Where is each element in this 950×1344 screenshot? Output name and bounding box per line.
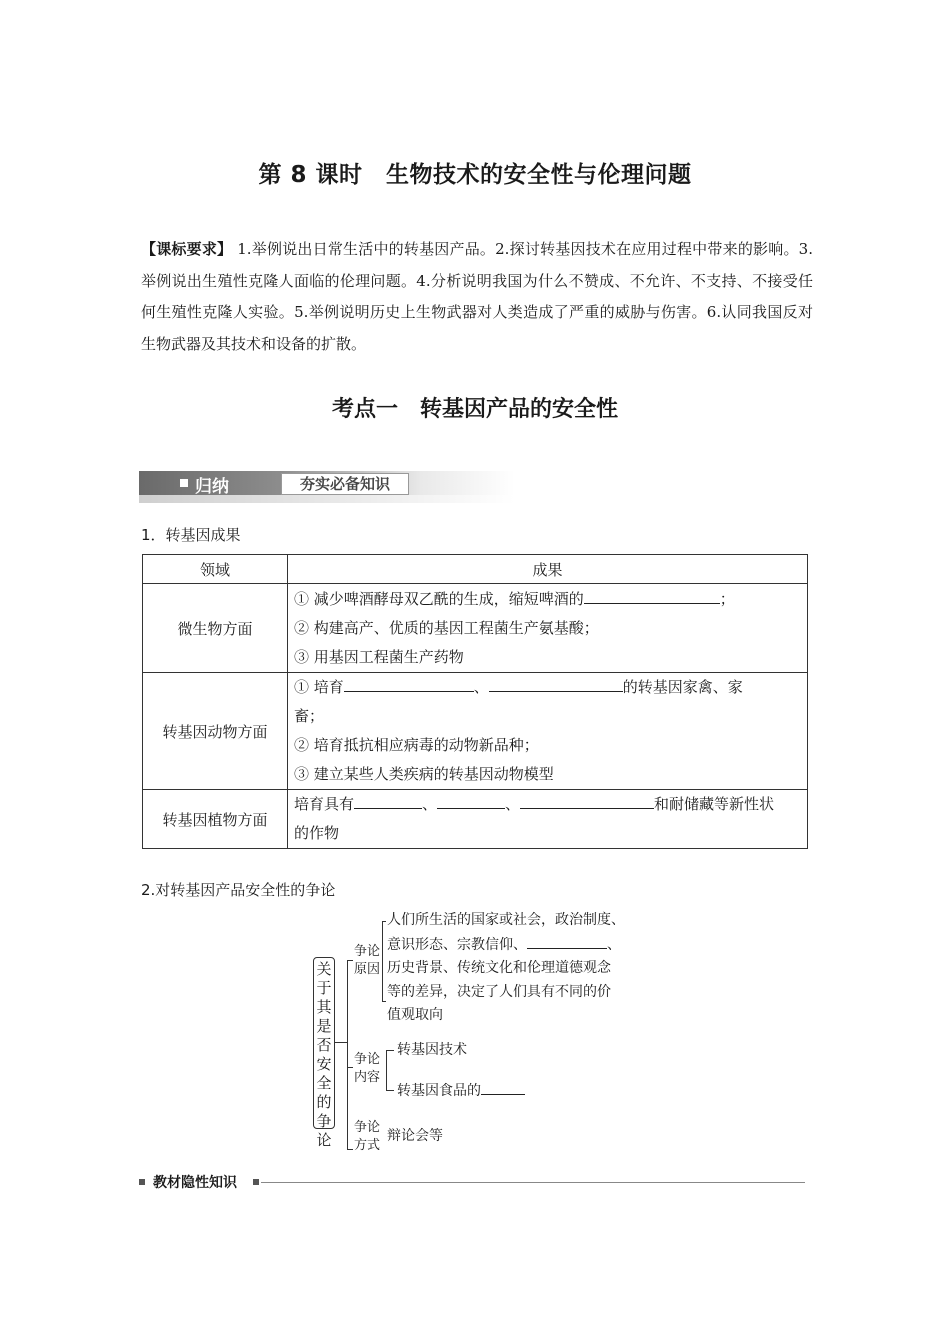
root-char: 其 xyxy=(316,998,332,1016)
footer-divider xyxy=(139,1172,805,1194)
fill-blank[interactable] xyxy=(437,793,505,809)
footer-square-icon xyxy=(139,1179,145,1185)
header-field: 领域 xyxy=(143,555,288,584)
line-text: 、 xyxy=(505,795,521,813)
content-line: 的作物 xyxy=(294,824,340,842)
row-content xyxy=(288,790,808,849)
reason-fragment: 、 xyxy=(607,936,621,953)
line-text: 培育具有 xyxy=(294,795,355,813)
line-text: 、 xyxy=(422,795,438,813)
content-line: 畜； xyxy=(294,707,325,725)
section-title: 考点一 转基因产品的安全性 xyxy=(331,397,618,422)
fill-blank[interactable] xyxy=(520,793,654,809)
reason-line: 历史背景、传统文化和伦理道德观念 xyxy=(387,960,611,976)
row-content xyxy=(288,584,808,673)
subsection-title-1: 1．转基因成果 xyxy=(141,526,241,544)
fill-blank[interactable] xyxy=(527,933,607,949)
line-text: 和耐储藏等新性状 xyxy=(654,795,775,813)
table-row xyxy=(143,584,808,673)
content-line: ③ 建立某些人类疾病的转基因动物模型 xyxy=(294,765,554,783)
reason-text xyxy=(387,909,657,1028)
root-char: 否 xyxy=(316,1036,332,1054)
reason-line: 等的差异，决定了人们具有不同的价 xyxy=(387,983,611,1000)
label-line: 争论 xyxy=(353,1052,380,1067)
root-char: 安 xyxy=(316,1055,332,1073)
bracket-reason-top xyxy=(382,921,386,922)
root-char: 争 xyxy=(316,1112,332,1130)
achievements-table xyxy=(142,554,808,849)
content-line xyxy=(294,790,801,819)
banner-subtitle: 夯实必备知识 xyxy=(281,473,409,495)
branch-label-method xyxy=(350,1119,384,1155)
controversy-diagram xyxy=(300,905,660,1155)
fill-blank[interactable] xyxy=(481,1079,525,1095)
subsection-title-2: 2.对转基因产品安全性的争论 xyxy=(141,881,336,899)
line-text: ① 培育 xyxy=(294,678,344,696)
fill-blank[interactable] xyxy=(489,676,623,692)
row-field: 微生物方面 xyxy=(143,584,288,673)
label-line: 内容 xyxy=(353,1070,380,1085)
root-char: 于 xyxy=(316,979,332,997)
page-title: 第 8 课时 生物技术的安全性与伦理问题 xyxy=(258,162,692,188)
root-char: 的 xyxy=(316,1093,332,1111)
content-line xyxy=(294,673,801,702)
banner-square-icon xyxy=(180,479,188,487)
footer-rule xyxy=(261,1182,805,1183)
reason-line: 值观取向 xyxy=(387,1007,443,1023)
content-line: ② 构建高产、优质的基因工程菌生产氨基酸； xyxy=(294,618,599,637)
content-line xyxy=(294,585,801,614)
reason-fragment: 意识形态、宗教信仰、 xyxy=(387,936,527,953)
connector-root xyxy=(335,1042,347,1043)
line-text: 、 xyxy=(473,678,489,696)
root-char: 全 xyxy=(316,1074,332,1092)
reason-line: 人们所生活的国家或社会，政治制度、 xyxy=(387,912,625,928)
table-row xyxy=(143,673,808,790)
bracket-content-top xyxy=(386,1050,394,1051)
content-item-1: 转基因技术 xyxy=(397,1042,467,1058)
row-field: 转基因动物方面 xyxy=(143,673,288,790)
requirements-text: 1.举例说出日常生活中的转基因产品。2.探讨转基因技术在应用过程中带来的影响。3.举例说出生殖性克隆人面临的伦理问题。4.分析说明我国为什么不赞成、不允许、不支持、不接受任何生殖性克隆人实验。5.举例说明历史上生物武器对人类造成了严重的威胁与伤害。6.认同我国反对生物武器及其技术和设备的扩散。 xyxy=(141,240,813,353)
content-fragment: 转基因食品的 xyxy=(397,1083,481,1099)
line-text: ① 减少啤酒酵母双乙酰的生成，缩短啤酒的 xyxy=(294,589,584,608)
label-line: 争论 xyxy=(353,1120,380,1135)
root-char: 关 xyxy=(316,960,332,978)
bracket-reason-bottom xyxy=(382,1001,386,1002)
fill-blank[interactable] xyxy=(344,676,474,692)
fill-blank[interactable] xyxy=(354,793,422,809)
root-char: 论 xyxy=(316,1131,332,1149)
row-content xyxy=(288,673,808,790)
label-line: 原因 xyxy=(353,962,380,977)
diagram-root-box xyxy=(313,957,335,1149)
reason-line xyxy=(387,933,657,958)
footer-title: 教材隐性知识 xyxy=(153,1175,237,1191)
row-field: 转基因植物方面 xyxy=(143,790,288,849)
bracket-reason xyxy=(382,921,383,1001)
root-char: 是 xyxy=(316,1017,332,1035)
fill-blank[interactable] xyxy=(584,588,720,604)
table-header-row xyxy=(143,555,808,584)
summary-banner xyxy=(139,471,519,505)
content-item-2 xyxy=(397,1079,525,1104)
bracket-content xyxy=(386,1050,387,1090)
line-text: 的转基因家禽、家 xyxy=(622,678,743,696)
bracket-content-bottom xyxy=(386,1090,394,1091)
content-line: ③ 用基因工程菌生产药物 xyxy=(294,647,464,666)
connector-vertical xyxy=(347,960,348,1150)
banner-label: 归纳 xyxy=(195,477,229,497)
footer-square-icon xyxy=(253,1179,259,1185)
header-result: 成果 xyxy=(288,555,808,584)
branch-label-reason xyxy=(350,943,384,979)
label-line: 方式 xyxy=(353,1138,380,1153)
branch-label-content xyxy=(350,1051,384,1087)
curriculum-requirements xyxy=(141,234,813,360)
content-line: ② 培育抵抗相应病毒的动物新品种； xyxy=(294,736,539,754)
label-line: 争论 xyxy=(353,944,380,959)
requirements-tag: 【课标要求】 xyxy=(141,240,233,258)
line-text: ； xyxy=(719,589,735,608)
table-row xyxy=(143,790,808,849)
method-item: 辩论会等 xyxy=(387,1128,443,1144)
